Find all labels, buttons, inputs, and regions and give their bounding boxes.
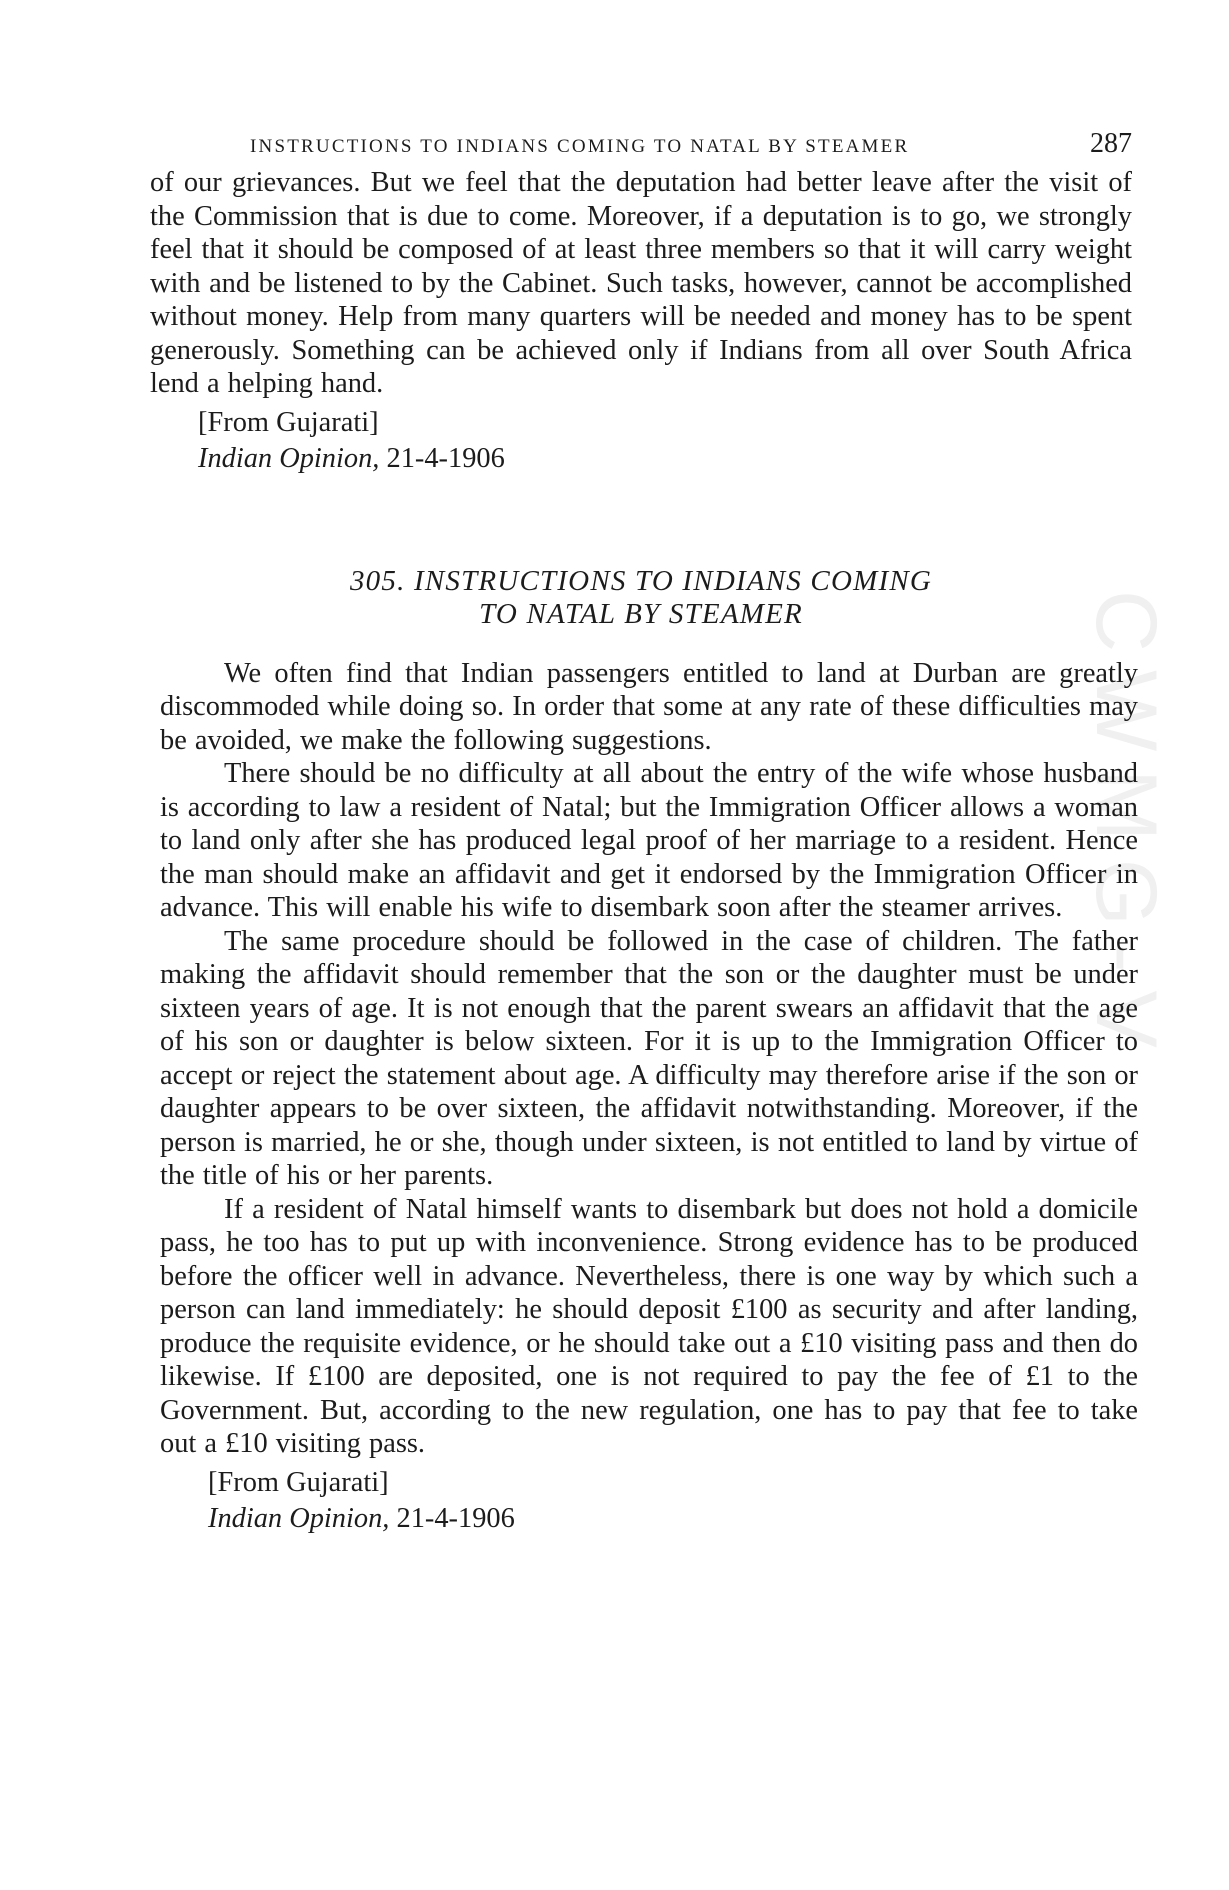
citation	[198, 441, 1132, 477]
running-head	[150, 126, 1132, 166]
article-paragraph: If a resident of Natal himself wants to disembark but does not hold a domicile pass, he too has to put up with inconvenience. Strong evidence has to be produced before the officer well in advance. Nevertheless, there is one way by which such a person can land immediately: he should deposit £100 as security and after landing, produce the requisite evidence, or he should take out a £10 visiting pass and then do likewise. If £100 are deposited, one is not required to pay the fee of £1 to the Government. But, according to the new regulation, one has to pay that fee to take out a £10 visiting pass.	[160, 1193, 1138, 1459]
page-number: 287	[1090, 128, 1132, 159]
citation-date: 21-4-1906	[386, 442, 505, 474]
article-title	[150, 565, 1132, 631]
watermark: CWMG-V	[1078, 590, 1174, 1066]
article-title-line-1: 305. INSTRUCTIONS TO INDIANS COMING	[349, 564, 933, 597]
article-paragraph: We often find that Indian passengers entitled to land at Durban are greatly discommoded while doing so. In order that some at any rate of these difficulties may be avoided, we make the following suggestions.	[160, 657, 1138, 756]
citation-publication: Indian Opinion,	[208, 1502, 390, 1534]
source-note: [From Gujarati]	[208, 1466, 389, 1498]
citation-publication: Indian Opinion,	[198, 442, 380, 474]
running-title: INSTRUCTIONS TO INDIANS COMING TO NATAL BY STEAMER	[250, 136, 910, 157]
citation	[208, 1501, 1138, 1537]
article-body	[150, 657, 1138, 1537]
article-paragraph: There should be no difficulty at all about the entry of the wife whose husband is according to law a resident of Natal; but the Immigration Officer allows a woman to land only after she has produced legal proof of her marriage to a resident. Hence the man should make an affidavit and get it endorsed by the Immigration Officer in advance. This will enable his wife to disembark soon after the steamer arrives.	[160, 758, 1138, 923]
article-paragraph: The same procedure should be followed in the case of children. The father making the affidavit should remember that the son or the daughter must be under sixteen years of age. It is not enough that the parent swears an affidavit that the age of his son or daughter is below sixteen. For it is up to the Immigration Officer to accept or reject the statement about age. A difficulty may therefore arise if the son or daughter appears to be over sixteen, the affidavit notwithstanding. Moreover, if the person is married, he or she, though under sixteen, is not entitled to land by virtue of the title of his or her parents.	[160, 925, 1138, 1191]
article-title-line-2: TO NATAL BY STEAMER	[479, 597, 803, 630]
page	[150, 126, 1138, 1537]
continuation-paragraph: of our grievances. But we feel that the deputation had better leave after the visit of the Commission that is due to come. Moreover, if a deputation is to go, we strongly feel that it should be composed of at least three members so that it will carry weight with and be listened to by the Cabinet. Such tasks, however, cannot be accomplished without money. Help from many quarters will be needed and money has to be spent generously. Something can be achieved only if Indians from all over South Africa lend a helping hand.	[150, 167, 1132, 399]
citation-date: 21-4-1906	[396, 1502, 515, 1534]
source-note: [From Gujarati]	[198, 406, 379, 438]
